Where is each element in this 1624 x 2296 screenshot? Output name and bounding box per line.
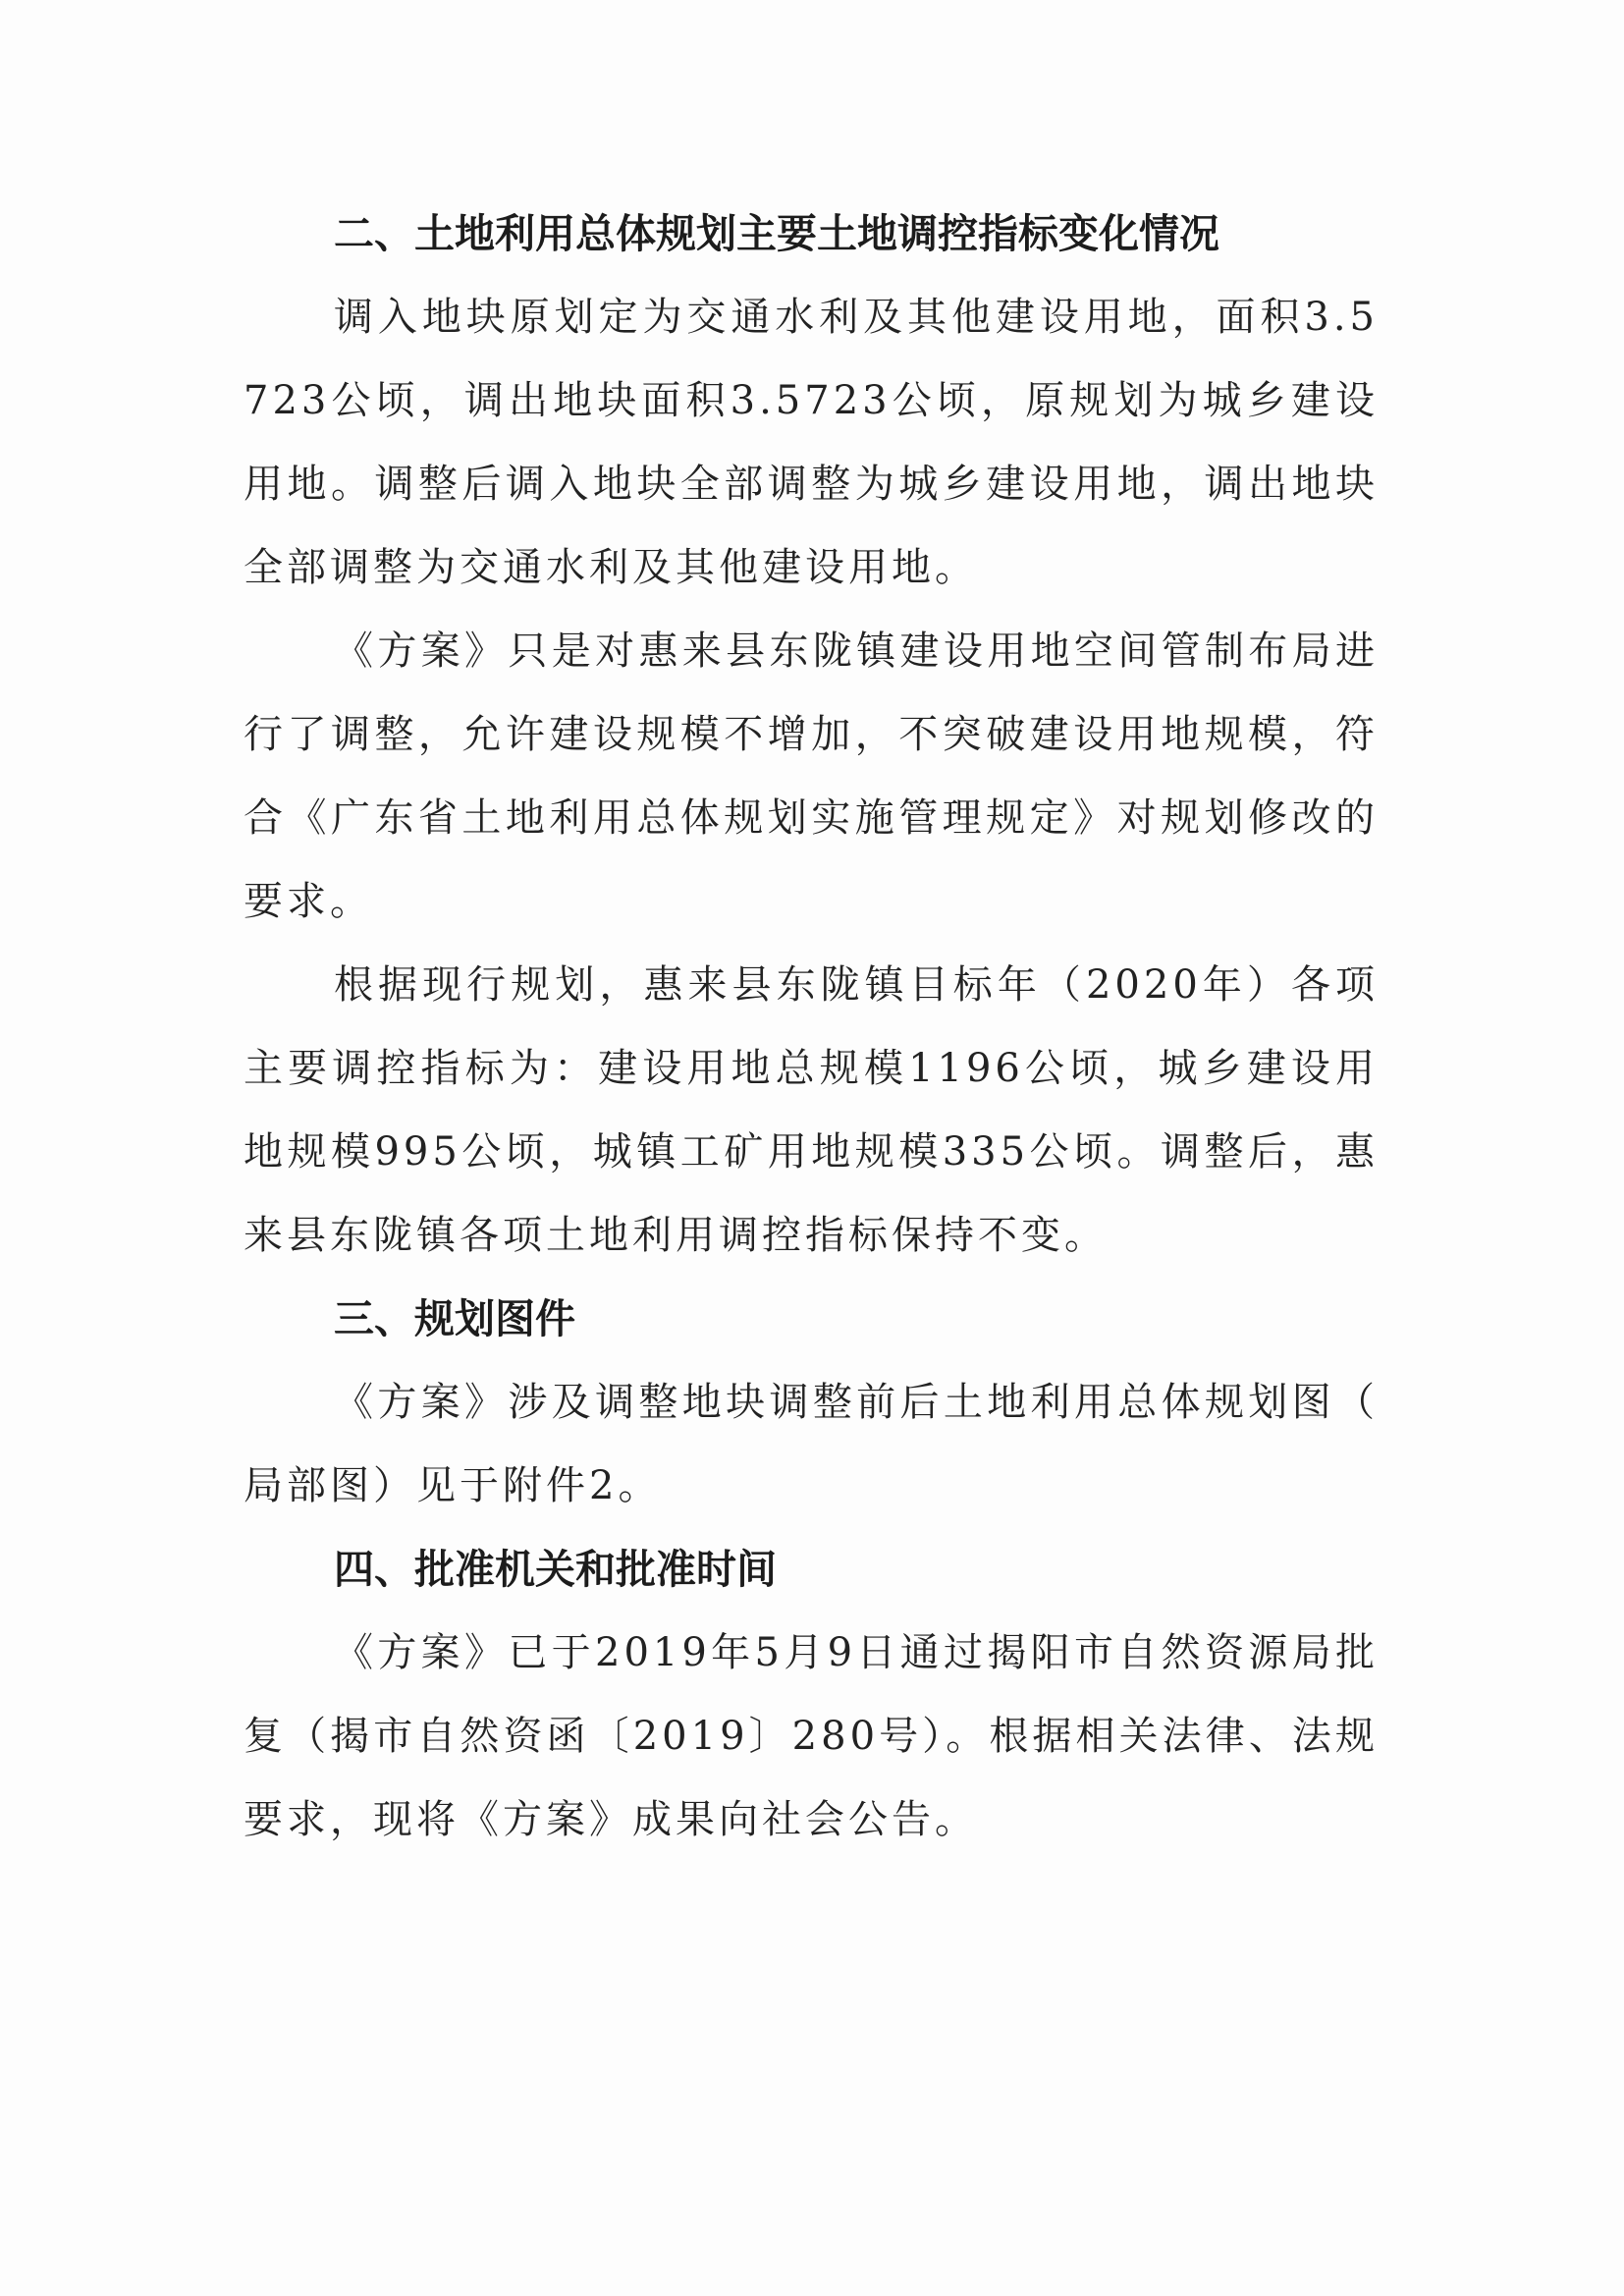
section-heading-maps: 三、规划图件 (334, 1295, 575, 1342)
paragraph-plan-compliance: 《方案》只是对惠来县东陇镇建设用地空间管制布局进行了调整，允许建设规模不增加，不突破建设用地规模，符合《广东省土地利用总体规划实施管理规定》对规划修改的要求。 (244, 629, 1379, 924)
section-heading-approval: 四、批准机关和批准时间 (334, 1546, 777, 1593)
paragraph-land-adjustment: 调入地块原划定为交通水利及其他建设用地，面积3.5723公顷，调出地块面积3.5723公顷，原规划为城乡建设用地。调整后调入地块全部调整为城乡建设用地，调出地块全部调整为交通水利及其他建设用地。 (244, 295, 1379, 590)
document-body (244, 192, 1379, 1862)
paragraph-approval-info: 《方案》已于2019年5月9日通过揭阳市自然资源局批复（揭市自然资函〔2019〕280号）。根据相关法律、法规要求，现将《方案》成果向社会公告。 (244, 1630, 1379, 1842)
paragraph-map-attachment: 《方案》涉及调整地块调整前后土地利用总体规划图（局部图）见于附件2。 (244, 1380, 1379, 1508)
paragraph-control-indicators: 根据现行规划，惠来县东陇镇目标年（2020年）各项主要调控指标为：建设用地总规模1196公顷，城乡建设用地规模995公顷，城镇工矿用地规模335公顷。调整后，惠来县东陇镇各项土地利用调控指标保持不变。 (244, 962, 1379, 1258)
section-heading-indicators: 二、土地利用总体规划主要土地调控指标变化情况 (334, 210, 1219, 257)
